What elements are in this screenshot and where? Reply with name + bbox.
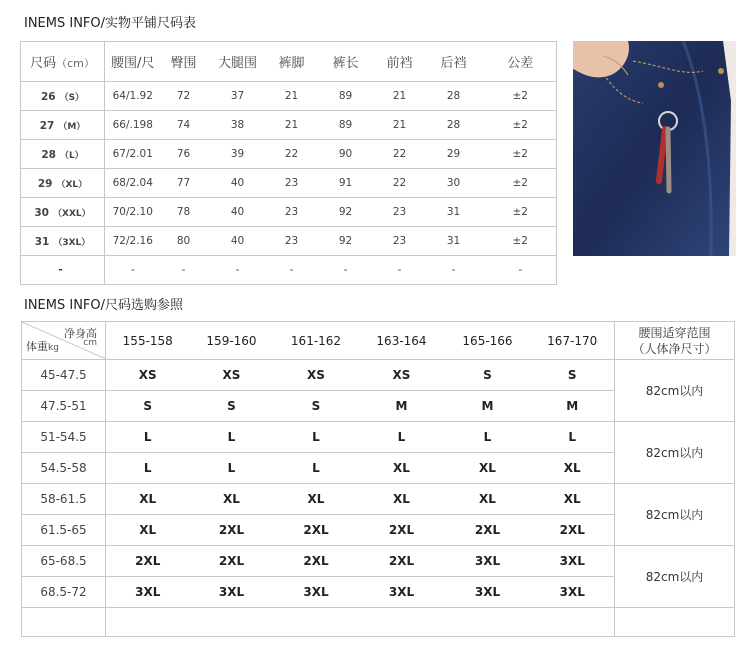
- empty-cell: [615, 608, 735, 637]
- recommended-size-cell: 2XL: [531, 515, 615, 546]
- product-photo: [573, 41, 736, 256]
- jeans-photo-illustration: [573, 41, 736, 256]
- measurement-cell: 31: [423, 198, 485, 227]
- measurement-cell: 80: [161, 227, 207, 256]
- size-row: [21, 227, 557, 256]
- weight-cell: 51-54.5: [22, 422, 106, 453]
- measurement-cell: 22: [269, 140, 315, 169]
- recommended-size-cell: S: [531, 360, 615, 391]
- measurement-cell: 66/.198: [105, 111, 161, 140]
- recommended-size-cell: 3XL: [190, 577, 274, 608]
- size-code: （L）: [59, 150, 84, 161]
- size-row: [21, 198, 557, 227]
- recommended-size-cell: L: [106, 422, 190, 453]
- size-guide-title: INEMS INFO/尺码选购参照: [24, 298, 184, 313]
- measurement-cell: 91: [315, 169, 377, 198]
- recommended-size-cell: 2XL: [274, 546, 359, 577]
- recommended-size-cell: L: [445, 422, 531, 453]
- col-header: 裤长: [315, 42, 377, 82]
- measurement-cell: 67/2.01: [105, 140, 161, 169]
- measurement-cell: 92: [315, 227, 377, 256]
- height-unit: cm: [83, 338, 97, 348]
- measurement-cell: 64/1.92: [105, 82, 161, 111]
- recommended-size-cell: 3XL: [445, 546, 531, 577]
- measurement-cell: ±2: [485, 227, 557, 256]
- measurement-cell: -: [377, 256, 423, 285]
- recommended-size-cell: XL: [531, 484, 615, 515]
- size-guide-header: [22, 322, 735, 360]
- col-header: 裤脚: [269, 42, 315, 82]
- size-code: （XL）: [56, 179, 88, 190]
- measurement-cell: 72: [161, 82, 207, 111]
- recommended-size-cell: S: [445, 360, 531, 391]
- recommended-size-cell: XL: [190, 484, 274, 515]
- recommended-size-cell: 2XL: [274, 515, 359, 546]
- measurement-cell: 38: [207, 111, 269, 140]
- measurement-cell: ±2: [485, 82, 557, 111]
- waist-range-cell: 82cm以内: [615, 546, 735, 608]
- waist-range-header: [615, 322, 735, 360]
- measurement-cell: 76: [161, 140, 207, 169]
- weight-unit: kg: [48, 343, 59, 353]
- col-header: 公差: [485, 42, 557, 82]
- measurement-cell: 23: [269, 198, 315, 227]
- recommended-size-cell: S: [106, 391, 190, 422]
- size-table-header: [21, 42, 557, 82]
- weight-cell: 61.5-65: [22, 515, 106, 546]
- size-cell: [21, 140, 105, 169]
- recommended-size-cell: XS: [106, 360, 190, 391]
- col-header: 臀围: [161, 42, 207, 82]
- measurement-cell: 78: [161, 198, 207, 227]
- size-guide-row: [22, 484, 735, 515]
- waist-range-cell: 82cm以内: [615, 484, 735, 546]
- recommended-size-cell: L: [274, 453, 359, 484]
- recommended-size-cell: 2XL: [190, 546, 274, 577]
- weight-label: 体重: [26, 340, 48, 353]
- measurement-cell: -: [485, 256, 557, 285]
- size-code: （3XL）: [53, 237, 91, 248]
- col-header: 大腿围: [207, 42, 269, 82]
- size-chart-title: INEMS INFO/实物平铺尺码表: [24, 16, 197, 31]
- height-header: 161-162: [274, 322, 359, 360]
- size-code: （M）: [58, 121, 86, 132]
- measurement-cell: 90: [315, 140, 377, 169]
- measurement-cell: 21: [377, 82, 423, 111]
- size-guide-row: [22, 422, 735, 453]
- size-cell: [21, 82, 105, 111]
- weight-cell: 58-61.5: [22, 484, 106, 515]
- recommended-size-cell: 3XL: [531, 577, 615, 608]
- measurement-cell: 28: [423, 111, 485, 140]
- recommended-size-cell: S: [190, 391, 274, 422]
- measurement-cell: 22: [377, 140, 423, 169]
- size-number: 29: [37, 177, 53, 190]
- recommended-size-cell: XL: [445, 453, 531, 484]
- recommended-size-cell: 3XL: [106, 577, 190, 608]
- size-row: [21, 140, 557, 169]
- measurement-cell: 72/2.16: [105, 227, 161, 256]
- corner-header-cell: [22, 322, 106, 360]
- size-cell: [21, 198, 105, 227]
- weight-label-wrap: [26, 338, 59, 354]
- size-number: 28: [41, 148, 56, 161]
- measurement-cell: 23: [269, 169, 315, 198]
- recommended-size-cell: S: [274, 391, 359, 422]
- recommended-size-cell: 3XL: [274, 577, 359, 608]
- recommended-size-cell: XS: [190, 360, 274, 391]
- waist-range-header-line1: 腰围适穿范围: [638, 325, 711, 340]
- recommended-size-cell: L: [190, 453, 274, 484]
- empty-cell: [445, 608, 531, 637]
- recommended-size-cell: L: [106, 453, 190, 484]
- measurement-cell: -: [161, 256, 207, 285]
- measurement-cell: 29: [423, 140, 485, 169]
- recommended-size-cell: XL: [359, 453, 445, 484]
- measurement-cell: 21: [269, 111, 315, 140]
- recommended-size-cell: 2XL: [106, 546, 190, 577]
- height-header: 167-170: [531, 322, 615, 360]
- measurement-cell: 23: [269, 227, 315, 256]
- col-header: 腰围/尺: [105, 42, 161, 82]
- size-guide-row: [22, 546, 735, 577]
- weight-cell: 45-47.5: [22, 360, 106, 391]
- waist-range-cell: 82cm以内: [615, 360, 735, 422]
- measurement-cell: 40: [207, 227, 269, 256]
- col-header: 后裆: [423, 42, 485, 82]
- size-code: （S）: [59, 92, 85, 103]
- col-header: 前裆: [377, 42, 423, 82]
- weight-cell: 68.5-72: [22, 577, 106, 608]
- measurement-cell: 30: [423, 169, 485, 198]
- recommended-size-cell: M: [531, 391, 615, 422]
- measurement-cell: 22: [377, 169, 423, 198]
- measurement-cell: 89: [315, 111, 377, 140]
- size-header-unit: （cm）: [56, 57, 95, 70]
- empty-cell: [274, 608, 359, 637]
- measurement-cell: ±2: [485, 140, 557, 169]
- size-number: 27: [39, 119, 55, 132]
- size-cell: [21, 256, 105, 285]
- height-header: 159-160: [190, 322, 274, 360]
- measurement-cell: -: [207, 256, 269, 285]
- size-row: [21, 111, 557, 140]
- measurement-cell: ±2: [485, 169, 557, 198]
- weight-cell: 65-68.5: [22, 546, 106, 577]
- measurement-cell: 70/2.10: [105, 198, 161, 227]
- recommended-size-cell: XL: [445, 484, 531, 515]
- size-code: （XXL）: [53, 208, 91, 219]
- recommended-size-cell: XL: [274, 484, 359, 515]
- recommended-size-cell: XS: [359, 360, 445, 391]
- size-guide-empty-row: [22, 608, 735, 637]
- measurement-cell: 37: [207, 82, 269, 111]
- measurement-cell: -: [315, 256, 377, 285]
- recommended-size-cell: 3XL: [445, 577, 531, 608]
- size-number: 31: [34, 235, 50, 248]
- measurement-cell: 21: [269, 82, 315, 111]
- measurement-cell: -: [269, 256, 315, 285]
- recommended-size-cell: XL: [531, 453, 615, 484]
- measurement-cell: 28: [423, 82, 485, 111]
- recommended-size-cell: XL: [106, 484, 190, 515]
- empty-cell: [531, 608, 615, 637]
- waist-range-cell: 82cm以内: [615, 422, 735, 484]
- measurement-cell: ±2: [485, 198, 557, 227]
- empty-cell: [22, 608, 106, 637]
- measurement-cell: 74: [161, 111, 207, 140]
- size-chart-table: [20, 41, 557, 285]
- measurement-cell: 92: [315, 198, 377, 227]
- size-row: [21, 256, 557, 285]
- measurement-cell: 77: [161, 169, 207, 198]
- size-row: [21, 169, 557, 198]
- recommended-size-cell: 2XL: [445, 515, 531, 546]
- waist-range-header-line2: （人体净尺寸）: [632, 341, 717, 356]
- size-row: [21, 82, 557, 111]
- recommended-size-cell: XS: [274, 360, 359, 391]
- size-header-cell: [21, 42, 105, 82]
- recommended-size-cell: 3XL: [359, 577, 445, 608]
- height-header: 165-166: [445, 322, 531, 360]
- size-cell: [21, 111, 105, 140]
- recommended-size-cell: M: [445, 391, 531, 422]
- empty-cell: [106, 608, 190, 637]
- measurement-cell: 40: [207, 169, 269, 198]
- recommended-size-cell: 2XL: [359, 515, 445, 546]
- measurement-cell: 39: [207, 140, 269, 169]
- size-cell: [21, 169, 105, 198]
- measurement-cell: 31: [423, 227, 485, 256]
- weight-cell: 47.5-51: [22, 391, 106, 422]
- empty-cell: [190, 608, 274, 637]
- measurement-cell: 89: [315, 82, 377, 111]
- weight-cell: 54.5-58: [22, 453, 106, 484]
- size-cell: [21, 227, 105, 256]
- empty-cell: [359, 608, 445, 637]
- recommended-size-cell: 2XL: [190, 515, 274, 546]
- recommended-size-cell: L: [531, 422, 615, 453]
- height-header: 155-158: [106, 322, 190, 360]
- size-guide-table: [21, 321, 735, 637]
- measurement-cell: 23: [377, 198, 423, 227]
- measurement-cell: 40: [207, 198, 269, 227]
- recommended-size-cell: 2XL: [359, 546, 445, 577]
- recommended-size-cell: L: [190, 422, 274, 453]
- recommended-size-cell: XL: [359, 484, 445, 515]
- size-header-label: 尺码: [30, 56, 57, 71]
- size-number: 26: [40, 90, 56, 103]
- height-label: 净身高: [64, 327, 97, 340]
- measurement-cell: ±2: [485, 111, 557, 140]
- recommended-size-cell: L: [274, 422, 359, 453]
- height-header: 163-164: [359, 322, 445, 360]
- measurement-cell: -: [105, 256, 161, 285]
- size-number: 30: [34, 206, 49, 219]
- recommended-size-cell: L: [359, 422, 445, 453]
- recommended-size-cell: 3XL: [531, 546, 615, 577]
- measurement-cell: 21: [377, 111, 423, 140]
- measurement-cell: -: [423, 256, 485, 285]
- size-number: -: [58, 264, 63, 276]
- measurement-cell: 23: [377, 227, 423, 256]
- measurement-cell: 68/2.04: [105, 169, 161, 198]
- size-guide-row: [22, 360, 735, 391]
- recommended-size-cell: XL: [106, 515, 190, 546]
- recommended-size-cell: M: [359, 391, 445, 422]
